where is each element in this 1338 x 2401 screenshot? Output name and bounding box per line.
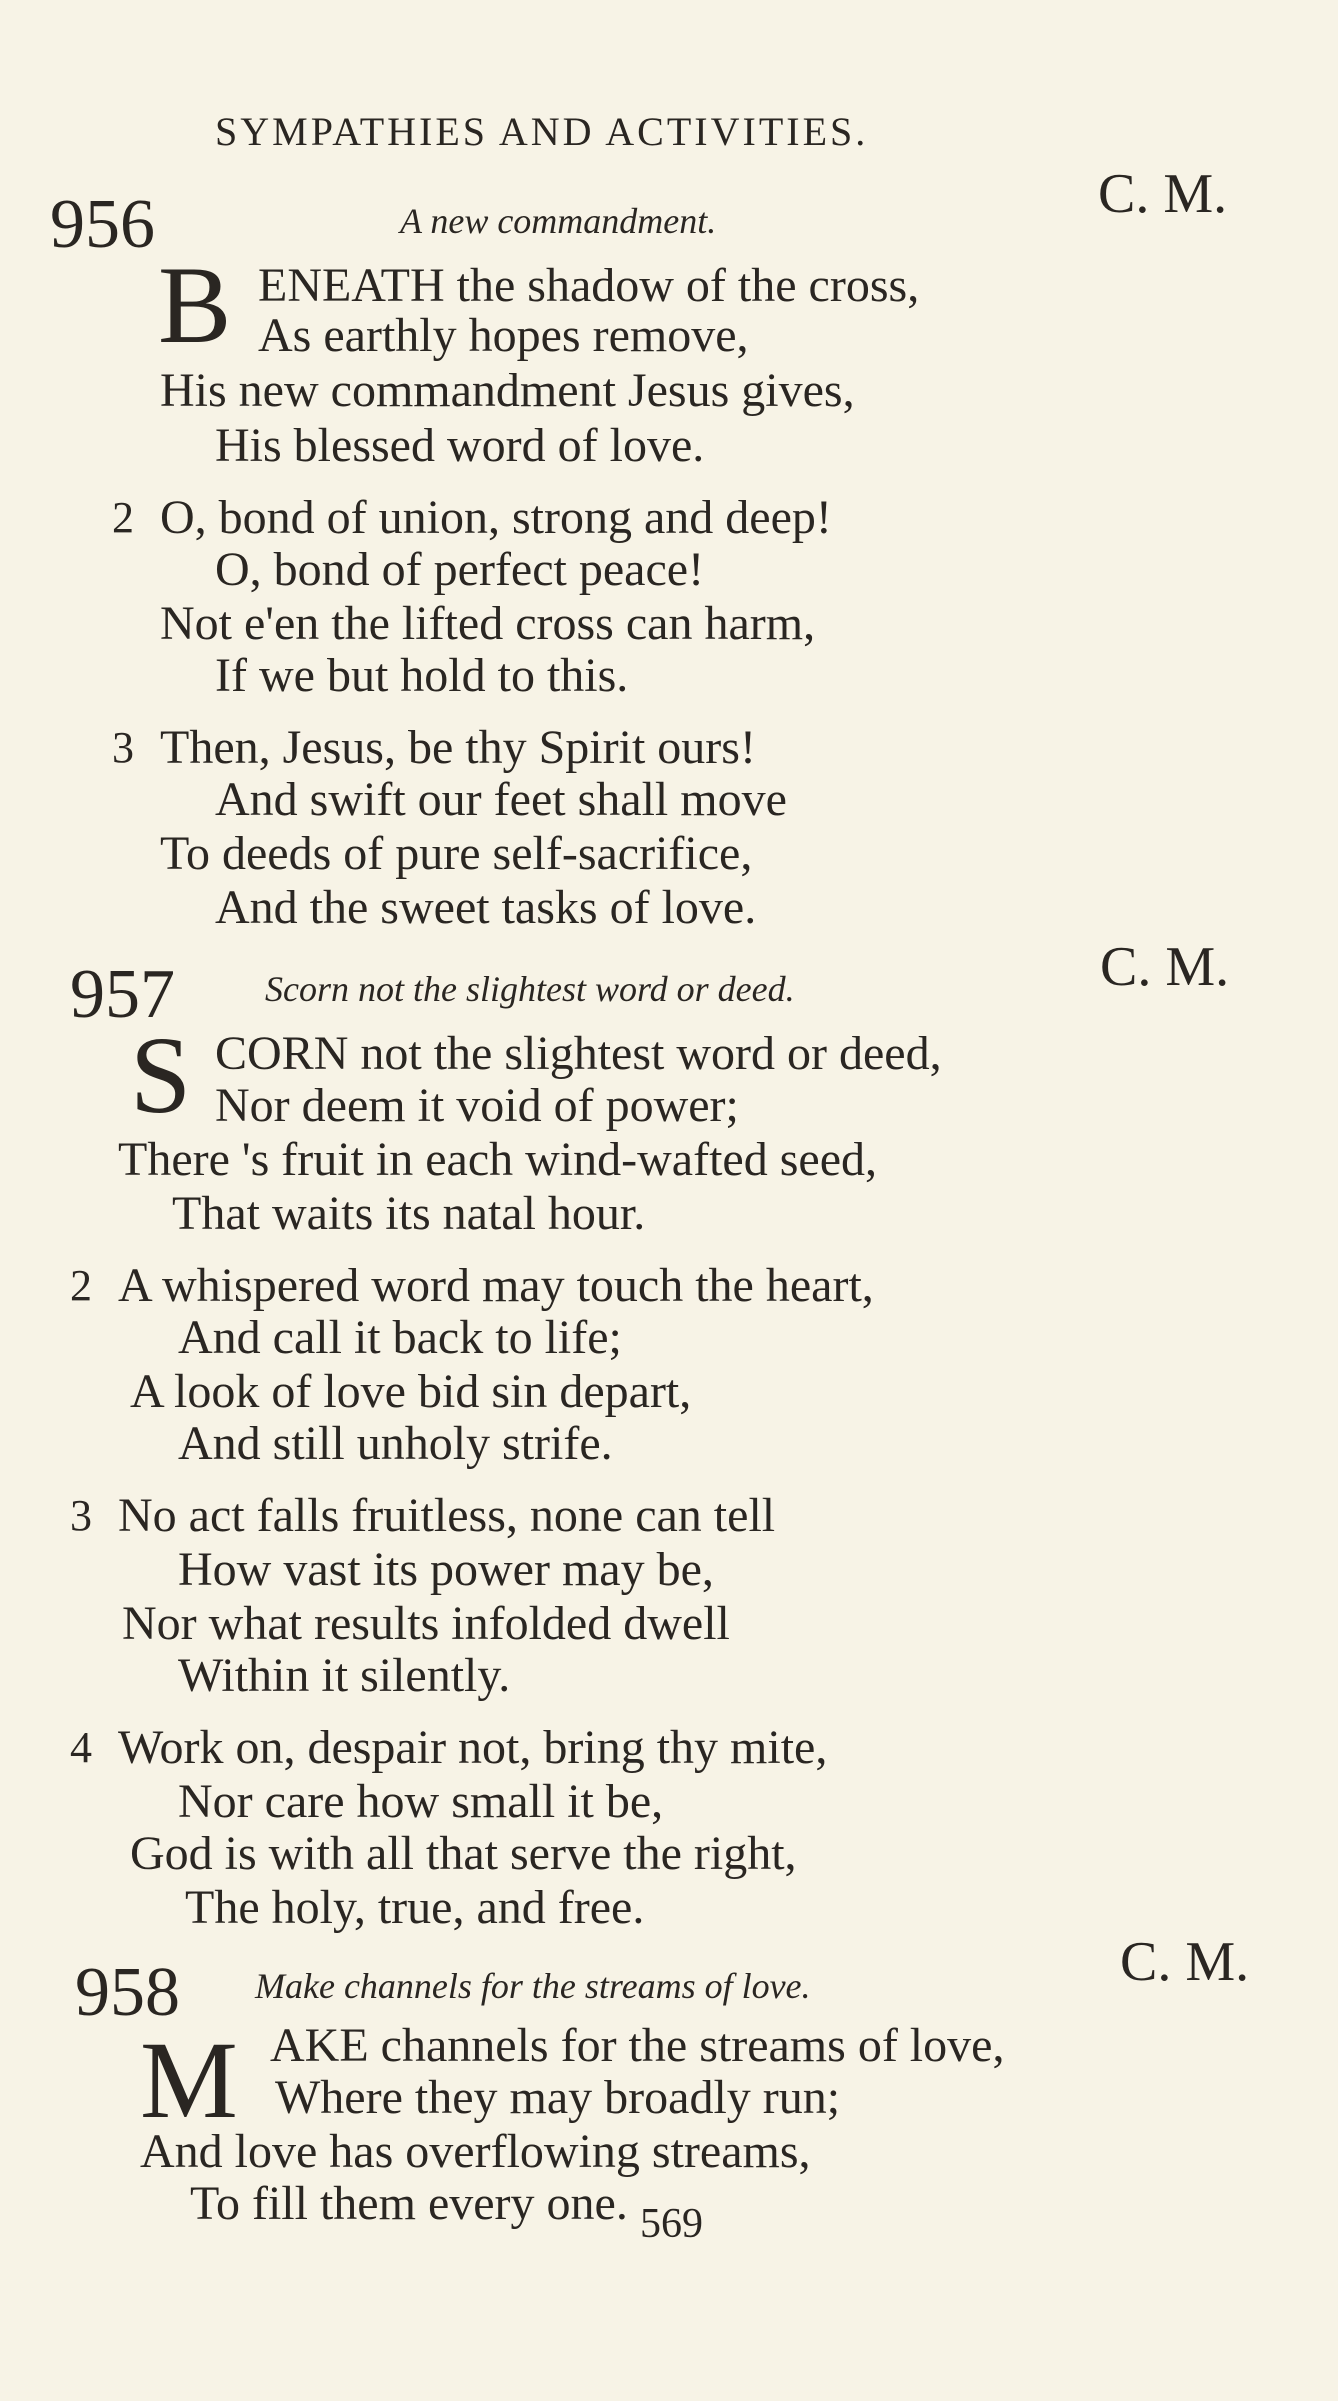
- verse-line: The holy, true, and free.: [185, 1881, 645, 1934]
- verse-line: A look of love bid sin depart,: [130, 1365, 692, 1418]
- verse-line: Then, Jesus, be thy Spirit ours!: [160, 721, 756, 774]
- verse-line: That waits its natal hour.: [172, 1187, 646, 1240]
- hymn-meter: C. M.: [1120, 1931, 1250, 1993]
- verse-line: Within it silently.: [178, 1649, 511, 1702]
- verse-line: As earthly hopes remove,: [258, 309, 749, 362]
- verse-line: And swift our feet shall move: [215, 773, 787, 826]
- hymn-meter: C. M.: [1100, 936, 1230, 998]
- verse-line: God is with all that serve the right,: [130, 1827, 797, 1880]
- hymn-number: 956: [50, 186, 155, 263]
- stanza-number: 2: [112, 493, 134, 542]
- verse-line: And the sweet tasks of love.: [215, 881, 757, 934]
- verse-line: Nor what results infolded dwell: [122, 1597, 730, 1650]
- hymn-meter: C. M.: [1098, 163, 1228, 225]
- verse-line: How vast its power may be,: [178, 1543, 714, 1596]
- stanza-number: 3: [70, 1491, 92, 1540]
- verse-line: His blessed word of love.: [215, 419, 705, 472]
- drop-cap: S: [130, 1014, 192, 1136]
- verse-line: ENEATH the shadow of the cross,: [258, 259, 920, 312]
- hymn-title: Scorn not the slightest word or deed.: [265, 969, 795, 1009]
- drop-cap: B: [158, 244, 232, 366]
- hymn-number: 958: [75, 1954, 180, 2031]
- verse-line: And still unholy strife.: [178, 1417, 613, 1470]
- verse-line: To deeds of pure self-sacrifice,: [160, 827, 753, 880]
- verse-line: O, bond of perfect peace!: [215, 543, 705, 596]
- drop-cap: M: [140, 2019, 238, 2141]
- verse-line: If we but hold to this.: [215, 649, 629, 702]
- verse-line: To fill them every one.: [190, 2177, 628, 2230]
- verse-line: No act falls fruitless, none can tell: [118, 1489, 776, 1542]
- verse-line: Work on, despair not, bring thy mite,: [118, 1721, 828, 1774]
- stanza-number: 2: [70, 1261, 92, 1310]
- verse-line: CORN not the slightest word or deed,: [215, 1027, 942, 1080]
- verse-line: There 's fruit in each wind-wafted seed,: [118, 1133, 877, 1186]
- stanza-number: 4: [70, 1723, 92, 1772]
- verse-line: AKE channels for the streams of love,: [270, 2019, 1005, 2072]
- verse-line: Where they may broadly run;: [275, 2071, 841, 2124]
- page-number: 569: [640, 2201, 703, 2247]
- stanza-number: 3: [112, 723, 134, 772]
- hymn-title: Make channels for the streams of love.: [255, 1966, 811, 2006]
- verse-line: His new commandment Jesus gives,: [160, 364, 855, 417]
- verse-line: Not e'en the lifted cross can harm,: [160, 597, 816, 650]
- verse-line: And love has overflowing streams,: [140, 2125, 811, 2178]
- verse-line: And call it back to life;: [178, 1311, 622, 1364]
- hymn-title: A new commandment.: [400, 201, 717, 241]
- verse-line: Nor care how small it be,: [178, 1775, 664, 1828]
- verse-line: Nor deem it void of power;: [215, 1079, 739, 1132]
- hymn-number: 957: [70, 956, 175, 1033]
- verse-line: A whispered word may touch the heart,: [118, 1259, 874, 1312]
- verse-line: O, bond of union, strong and deep!: [160, 491, 832, 544]
- running-header: SYMPATHIES AND ACTIVITIES.: [215, 109, 869, 154]
